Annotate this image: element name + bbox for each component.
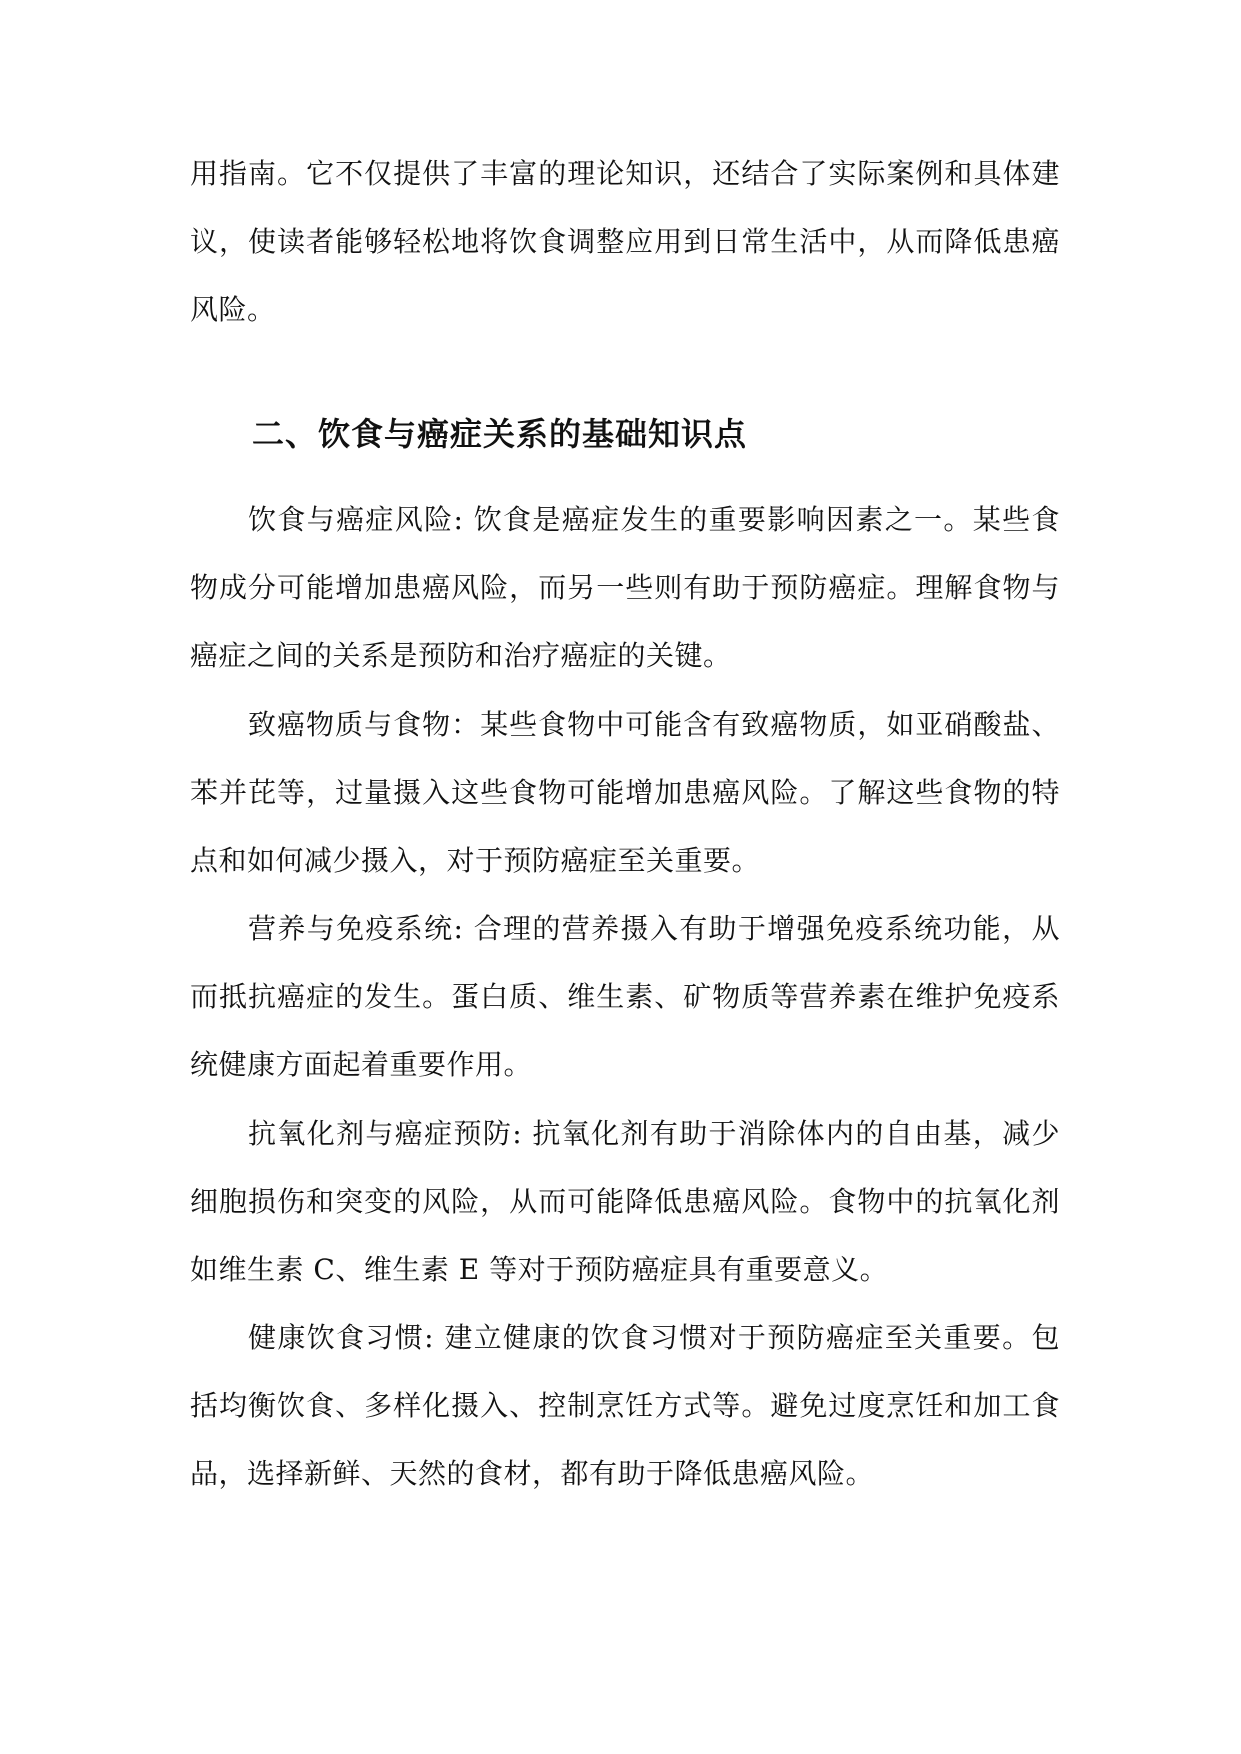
paragraph-diet-cancer-risk: 饮食与癌症风险: 饮食是癌症发生的重要影响因素之一。某些食物成分可能增加患癌风险，而另一些则有助于预防癌症。理解食物与癌症之间的关系是预防和治疗癌症的关键。 [190,503,1060,672]
paragraph-antioxidants: 抗氧化剂与癌症预防: 抗氧化剂有助于消除体内的自由基，减少细胞损伤和突变的风险，从而可能降低患癌风险。食物中的抗氧化剂如维生素 C、维生素 E 等对于预防癌症具有重要意义。 [190,1117,1060,1286]
section-heading: 二、饮食与癌症关系的基础知识点 [252,415,748,453]
paragraph-carcinogens-food: 致癌物质与食物：某些食物中可能含有致癌物质，如亚硝酸盐、苯并芘等，过量摄入这些食物可能增加患癌风险。了解这些食物的特点和如何减少摄入，对于预防癌症至关重要。 [190,708,1060,877]
intro-continuation-paragraph: 用指南。它不仅提供了丰富的理论知识，还结合了实际案例和具体建议，使读者能够轻松地将饮食调整应用到日常生活中，从而降低患癌风险。 [190,157,1060,326]
paragraph-nutrition-immunity: 营养与免疫系统: 合理的营养摄入有助于增强免疫系统功能，从而抵抗癌症的发生。蛋白质、维生素、矿物质等营养素在维护免疫系统健康方面起着重要作用。 [190,912,1060,1081]
paragraph-healthy-habits: 健康饮食习惯: 建立健康的饮食习惯对于预防癌症至关重要。包括均衡饮食、多样化摄入、控制烹饪方式等。避免过度烹饪和加工食品，选择新鲜、天然的食材，都有助于降低患癌风险。 [190,1321,1060,1490]
